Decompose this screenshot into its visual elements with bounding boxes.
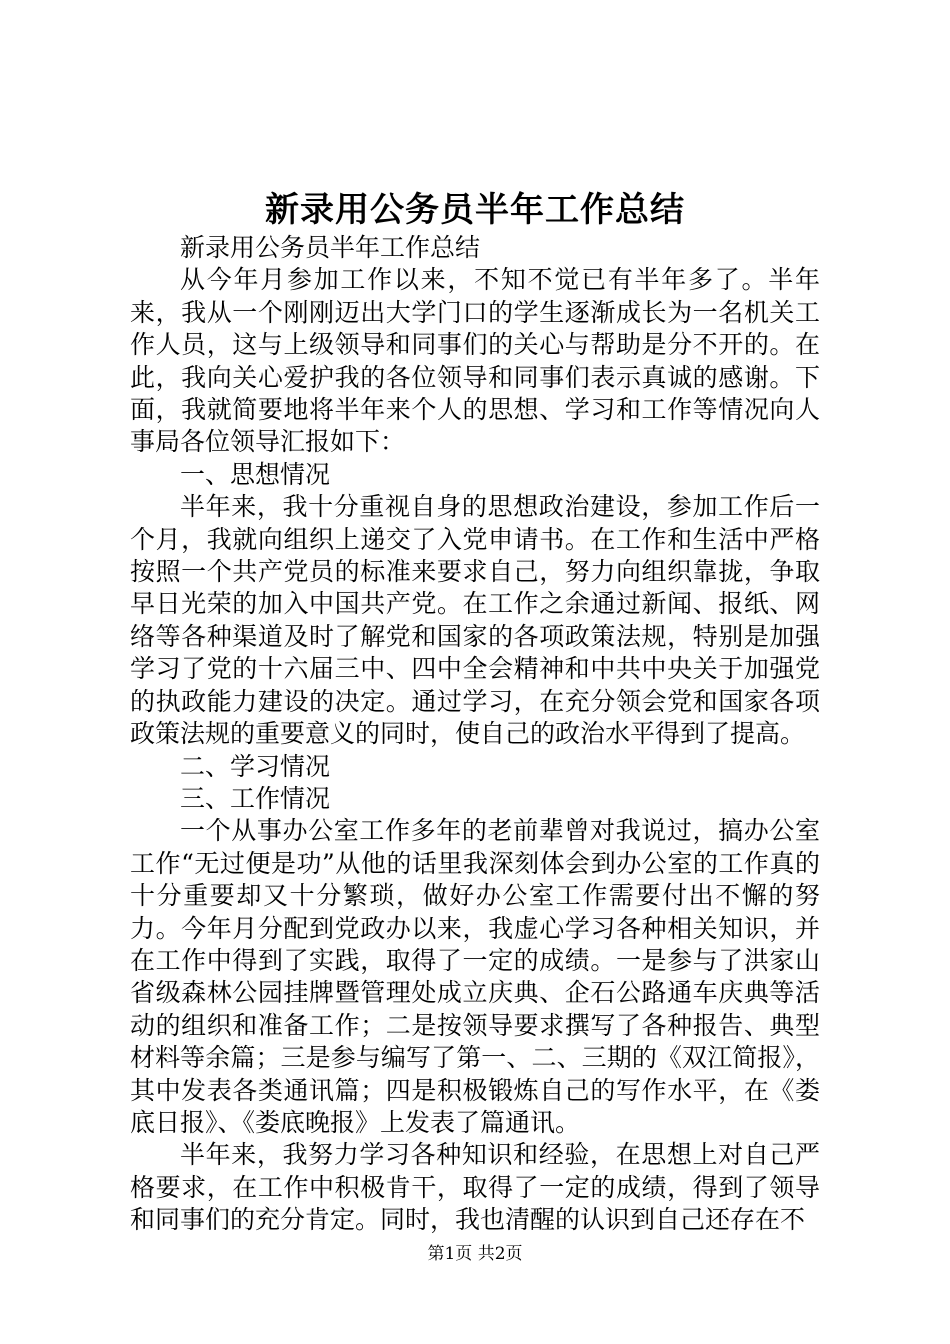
page-footer: 第1页 共2页 [427, 1244, 523, 1264]
document-title: 新录用公务员半年工作总结 [265, 190, 685, 230]
section-heading-thought: 一、思想情况 [180, 459, 331, 489]
paragraph-work: 一个从事办公室工作多年的老前辈曾对我说过，搞办公室工作“无过便是功”从他的话里我深刻体会到办公室的工作真的十分重要却又十分繁琐，做好办公室工作需要付出不懈的努力。今年月分配到党政办以来，我虚心学习各种相关知识，并在工作中得到了实践，取得了一定的成绩。一是参与了洪家山省级森林公园挂牌暨管理处成立庆典、企石公路通车庆典等活动的组织和准备工作；二是按领导要求撰写了各种报告、典型材料等余篇；三是参与编写了第一、二、三期的《双江简报》，其中发表各类通讯篇；四是积极锻炼自己的写作水平，在《娄底日报》、《娄底晚报》上发表了篇通讯。 [130, 816, 820, 1137]
paragraph-subtitle: 新录用公务员半年工作总结 [180, 233, 481, 262]
section-heading-work: 三、工作情况 [180, 783, 331, 813]
section-heading-study: 二、学习情况 [180, 751, 331, 781]
paragraph-intro: 从今年月参加工作以来，不知不觉已有半年多了。半年来，我从一个刚刚迈出大学门口的学生逐渐成长为一名机关工作人员，这与上级领导和同事们的关心与帮助是分不开的。在此，我向关心爱护我的各位领导和同事们表示真诚的感谢。下面，我就简要地将半年来个人的思想、学习和工作等情况向人事局各位领导汇报如下： [130, 265, 820, 457]
document-body [130, 232, 820, 1237]
paragraph-summary: 半年来，我努力学习各种知识和经验，在思想上对自己严格要求，在工作中积极肯干，取得了一定的成绩，得到了领导和同事们的充分肯定。同时，我也清醒的认识到自己还存在不 [130, 1140, 820, 1235]
paragraph-thought: 半年来，我十分重视自身的思想政治建设，参加工作后一个月，我就向组织上递交了入党申请书。在工作和生活中严格按照一个共产党员的标准来要求自己，努力向组织靠拢，争取早日光荣的加入中国共产党。在工作之余通过新闻、报纸、网络等各种渠道及时了解党和国家的各项政策法规，特别是加强学习了党的十六届三中、四中全会精神和中共中央关于加强党的执政能力建设的决定。通过学习，在充分领会党和国家各项政策法规的重要意义的同时，使自己的政治水平得到了提高。 [130, 492, 820, 749]
